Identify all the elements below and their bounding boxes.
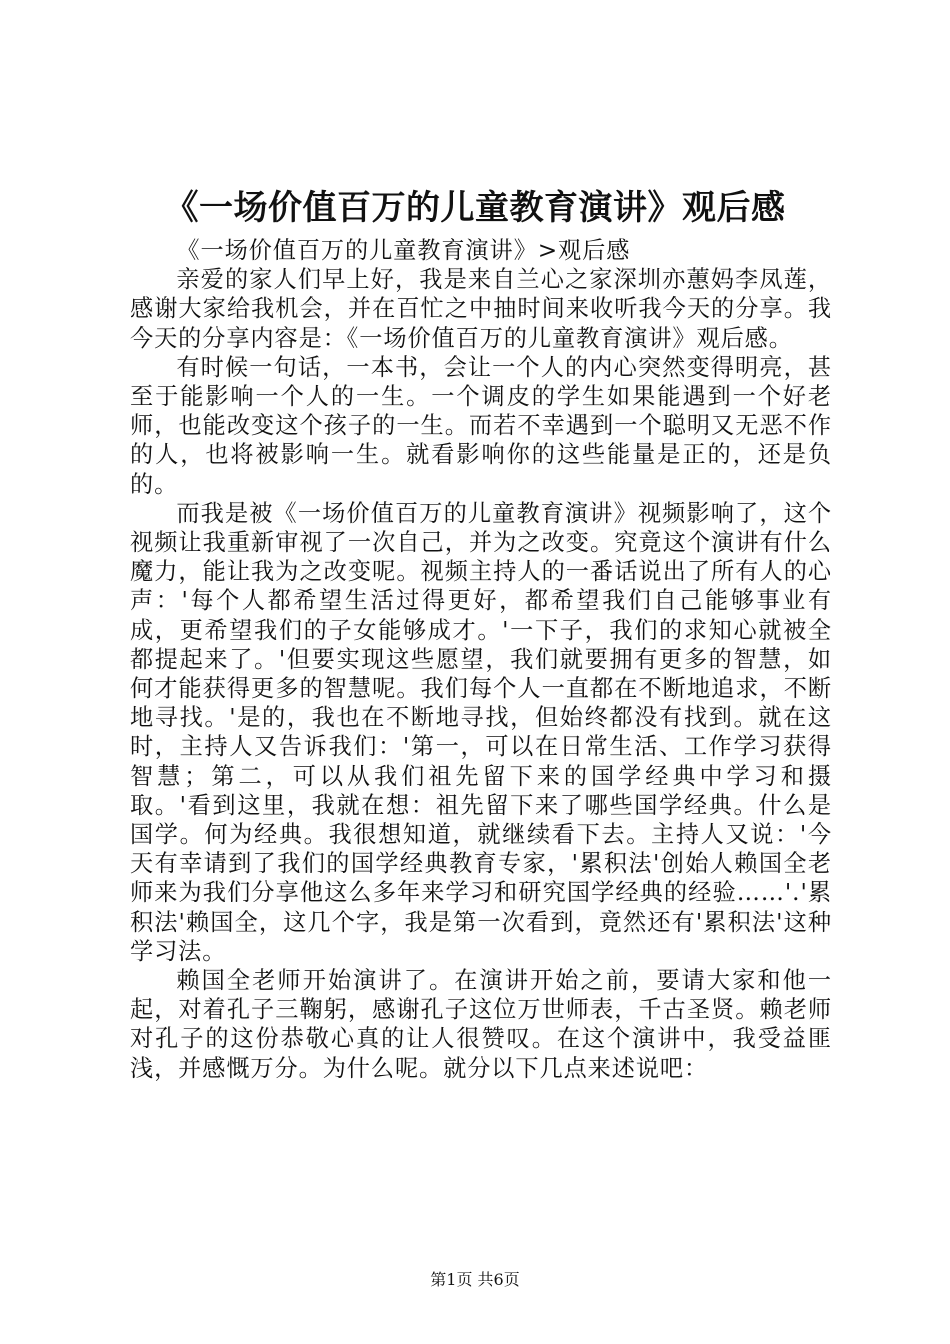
paragraph-speech: 赖国全老师开始演讲了。在演讲开始之前，要请大家和他一起，对着孔子三鞠躬，感谢孔子这位万世师表，千古圣贤。赖老师对孔子的这份恭敬心真的让人很赞叹。在这个演讲中，我受益匪浅，并感慨万分。为什么呢。就分以下几点来述说吧：: [130, 967, 832, 1082]
paragraph-influence: 有时候一句话，一本书，会让一个人的内心突然变得明亮，甚至于能影响一个人的一生。一个调皮的学生如果能遇到一个好老师，也能改变这个孩子的一生。而若不幸遇到一个聪明又无恶不作的人，也将被影响一生。就看影响你的这些能量是正的，还是负的。: [130, 353, 832, 498]
paragraph-video: 而我是被《一场价值百万的儿童教育演讲》视频影响了，这个视频让我重新审视了一次自己，并为之改变。究竟这个演讲有什么魔力，能让我为之改变呢。视频主持人的一番话说出了所有人的心声：'每个人都希望生活过得更好，都希望我们自己能够事业有成，更希望我们的子女能够成才。'一下子，我们的求知心就被全都提起来了。'但要实现这些愿望，我们就要拥有更多的智慧，如何才能获得更多的智慧呢。我们每个人一直都在不断地追求，不断地寻找。'是的，我也在不断地寻找，但始终都没有找到。就在这时，主持人又告诉我们：'第一，可以在日常生活、工作学习获得智慧；第二，可以从我们祖先留下来的国学经典中学习和摄取。'看到这里，我就在想：祖先留下来了哪些国学经典。什么是国学。何为经典。我很想知道，就继续看下去。主持人又说：'今天有幸请到了我们的国学经典教育专家，'累积法'创始人赖国全老师来为我们分享他这么多年来学习和研究国学经典的经验……'.'累积法'赖国全，这几个字，我是第一次看到，竟然还有'累积法'这种学习法。: [130, 499, 832, 965]
document-title: 《一场价值百万的儿童教育演讲》观后感: [164, 188, 786, 228]
page-footer: [0, 1270, 950, 1290]
page-number: 第1页 共6页: [430, 1270, 520, 1289]
paragraph-greeting: 亲爱的家人们早上好，我是来自兰心之家深圳亦蕙妈李凤莲，感谢大家给我机会，并在百忙之中抽时间来收听我今天的分享。我今天的分享内容是：《一场价值百万的儿童教育演讲》观后感。: [130, 266, 832, 352]
paragraph-subtitle: 《一场价值百万的儿童教育演讲》>观后感: [176, 237, 631, 264]
document-body: [130, 236, 832, 1083]
